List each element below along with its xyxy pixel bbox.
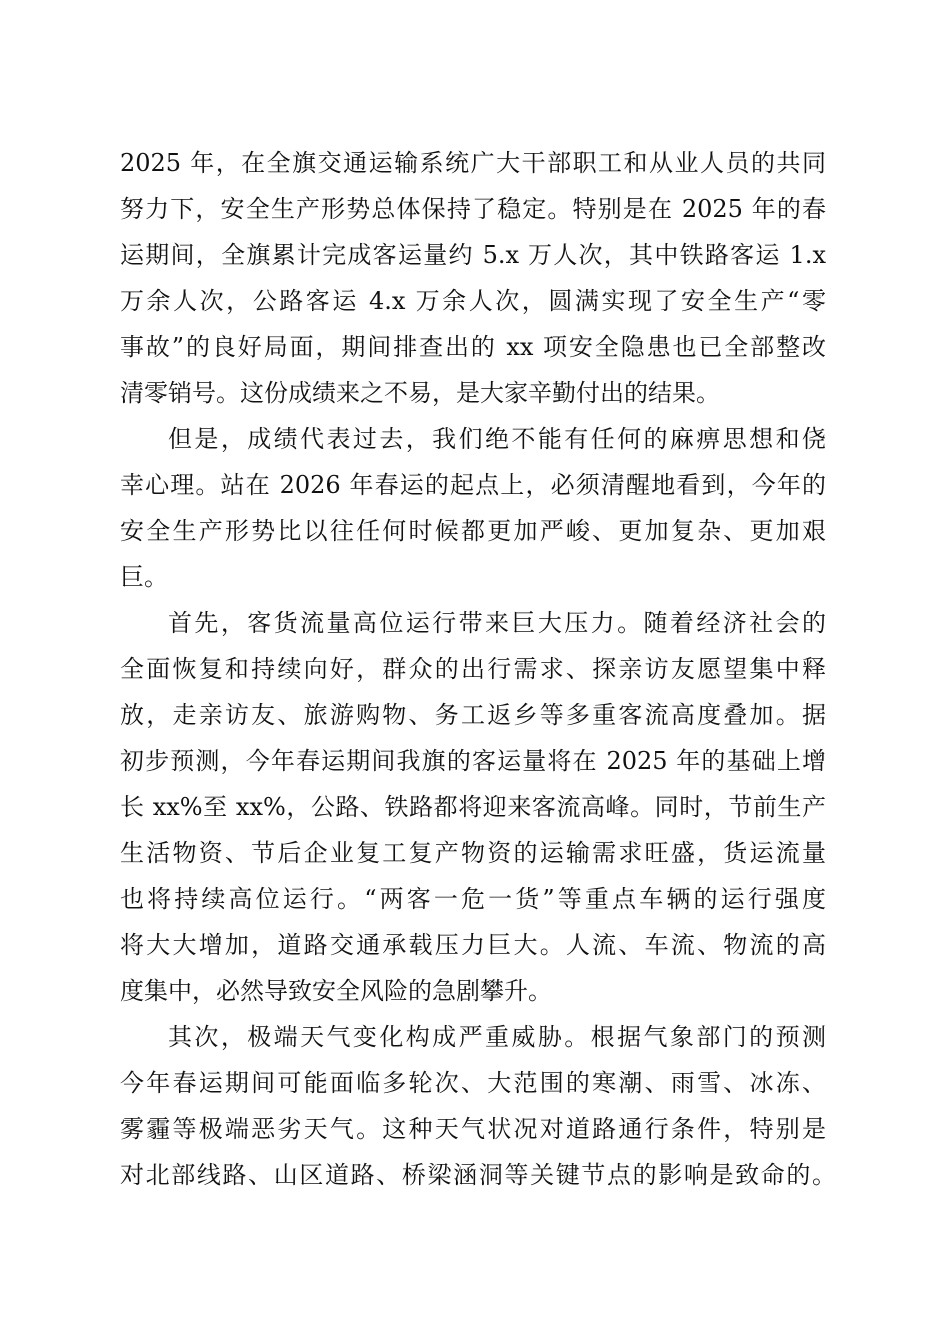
paragraph-line: 巨。 (120, 563, 168, 591)
paragraph-line: 将大大增加，道路交通承载压力巨大。人流、车流、物流的高 (120, 931, 826, 959)
paragraph-line: 首先，客货流量高位运行带来巨大压力。随着经济社会的 (168, 609, 826, 637)
paragraph-line: 雾霾等极端恶劣天气。这种天气状况对道路通行条件，特别是 (120, 1115, 826, 1143)
paragraph-achievements (120, 140, 826, 416)
paragraph-line: 幸心理。站在 2026 年春运的起点上，必须清醒地看到，今年的 (120, 471, 826, 499)
paragraph-line: 放，走亲访友、旅游购物、务工返乡等多重客流高度叠加。据 (120, 701, 826, 729)
paragraph-line: 其次，极端天气变化构成严重威胁。根据气象部门的预测 (168, 1023, 826, 1051)
paragraph-line: 全面恢复和持续向好，群众的出行需求、探亲访友愿望集中释 (120, 655, 826, 683)
paragraph-line: 对北部线路、山区道路、桥梁涵洞等关键节点的影响是致命的。 (120, 1161, 836, 1189)
paragraph-line: 但是，成绩代表过去，我们绝不能有任何的麻痹思想和侥 (168, 425, 826, 453)
paragraph-line: 清零销号。这份成绩来之不易，是大家辛勤付出的结果。 (120, 379, 720, 407)
paragraph-line: 事故”的良好局面，期间排查出的 xx 项安全隐患也已全部整改 (120, 333, 826, 361)
paragraph-line: 努力下，安全生产形势总体保持了稳定。特别是在 2025 年的春 (120, 195, 826, 223)
paragraph-traffic-pressure (120, 600, 826, 1014)
paragraph-line: 安全生产形势比以往任何时候都更加严峻、更加复杂、更加艰 (120, 517, 826, 545)
paragraph-line: 运期间，全旗累计完成客运量约 5.x 万人次，其中铁路客运 1.x (120, 241, 826, 269)
document-page (120, 140, 836, 1198)
paragraph-line: 也将持续高位运行。“两客一危一货”等重点车辆的运行强度 (120, 885, 826, 913)
paragraph-line: 2025 年，在全旗交通运输系统广大干部职工和从业人员的共同 (120, 149, 826, 177)
paragraph-line: 长 xx%至 xx%，公路、铁路都将迎来客流高峰。同时，节前生产 (120, 793, 826, 821)
paragraph-line: 初步预测，今年春运期间我旗的客运量将在 2025 年的基础上增 (120, 747, 826, 775)
paragraph-line: 万余人次，公路客运 4.x 万余人次，圆满实现了安全生产“零 (120, 287, 826, 315)
paragraph-situation (120, 416, 826, 600)
paragraph-line: 生活物资、节后企业复工复产物资的运输需求旺盛，货运流量 (120, 839, 826, 867)
paragraph-line: 度集中，必然导致安全风险的急剧攀升。 (120, 977, 552, 1005)
paragraph-weather-threat (120, 1014, 836, 1198)
paragraph-line: 今年春运期间可能面临多轮次、大范围的寒潮、雨雪、冰冻、 (120, 1069, 826, 1097)
